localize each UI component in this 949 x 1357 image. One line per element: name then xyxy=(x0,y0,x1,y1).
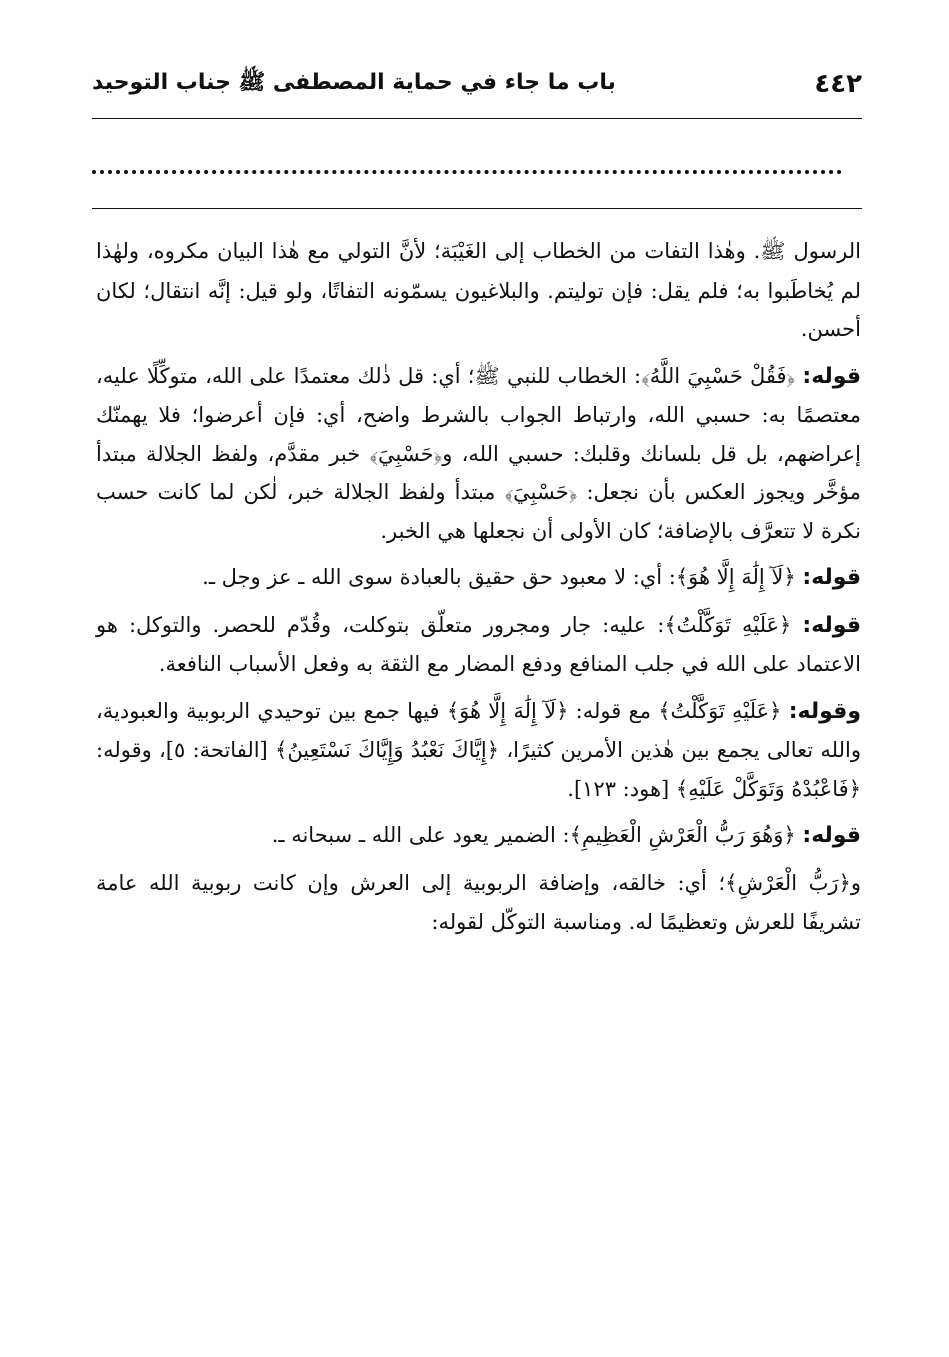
paragraph xyxy=(96,692,861,809)
paragraph xyxy=(96,232,861,349)
paragraph-lead: قوله: xyxy=(802,363,861,389)
paragraph-text: الرسول ﷺ. وهٰذا التفات من الخطاب إلى الغَيْبَة؛ لأنَّ التولي مع هٰذا البيان مكروه، ولهٰذا لم يُخاطَبوا به؛ فلم يقل: فإن توليتم. والبلاغيون يسمّونه التفاتًا، ولو قيل: إنَّه انتقال؛ لكان أحسن. xyxy=(96,239,861,341)
header-rule xyxy=(92,118,862,119)
running-title: باب ما جاء في حماية المصطفى ﷺ جناب التوحيد xyxy=(92,70,616,95)
dotted-separator xyxy=(92,170,842,174)
paragraph-lead: قوله: xyxy=(802,823,861,848)
paragraph-text: ﴿وَهُوَ رَبُّ الْعَرْشِ الْعَظِيمِ﴾: الضمير يعود على الله ـ سبحانه ـ. xyxy=(271,823,796,847)
page-number: ٤٤٢ xyxy=(814,69,862,99)
paragraph-lead: وقوله: xyxy=(788,698,861,724)
paragraph-lead: قوله: xyxy=(802,612,861,638)
paragraph-text: ﴿فَقُلْ حَسْبِيَ اللَّهُ﴾: الخطاب للنبي ﷺ؛ أي: قل ذٰلك معتمدًا على الله، متوكِّلًا عليه، معتصمًا به: حسبي الله، وارتباط الجواب بالشرط واضح، أي: فإن أعرضوا؛ فلا يهمنّك إعراضهم، بل قل بلسانك وقلبك: حسبي الله، و﴿حَسْبِيَ﴾ خبر مقدَّم، ولفظ الجلالة مبتدأ مؤخَّر ويجوز العكس بأن نجعل: ﴿حَسْبِيَ﴾ مبتدأ ولفظ الجلالة خبر، لٰكن لما كانت حسب نكرة لا تتعرَّف بالإضافة؛ كان الأولى أن نجعلها هي الخبر. xyxy=(96,363,862,543)
paragraph xyxy=(96,558,861,598)
paragraph-lead: قوله: xyxy=(802,565,861,590)
paragraph-text: و﴿رَبُّ الْعَرْشِ﴾؛ أي: خالقه، وإضافة الربوبية إلى العرش وإن كانت ربوبية الله عامة تشريفًا للعرش وتعظيمًا له. ومناسبة التوكّل لقوله: xyxy=(96,870,861,934)
paragraph-text: ﴿عَلَيْهِ تَوَكَّلْتُ﴾ مع قوله: ﴿لَآ إِلَٰهَ إِلَّا هُوَ﴾ فيها جمع بين توحيدي الربوبية والعبودية، والله تعالى يجمع بين هٰذين الأمرين كثيرًا، ﴿إِيَّاكَ نَعْبُدُ وَإِيَّاكَ نَسْتَعِينُ﴾ [الفاتحة: ٥]، وقوله: ﴿فَاعْبُدْهُ وَتَوَكَّلْ عَلَيْهِ﴾ [هود: ١٢٣]. xyxy=(96,698,861,801)
paragraph xyxy=(96,816,861,856)
paragraph xyxy=(96,357,861,551)
content-rule xyxy=(92,208,862,209)
page-header xyxy=(92,62,862,106)
paragraph xyxy=(96,864,861,942)
paragraph xyxy=(96,606,861,684)
paragraph-text: ﴿لَآ إِلَٰهَ إِلَّا هُوَ﴾: أي: لا معبود حق حقيق بالعبادة سوى الله ـ عز وجل ـ. xyxy=(202,565,796,589)
paragraph-text: ﴿عَلَيْهِ تَوَكَّلْتُ﴾: عليه: جار ومجرور متعلّق بتوكلت، وقُدّم للحصر. والتوكل: هو الاعتماد على الله في جلب المنافع ودفع المضار مع الثقة به وفعل الأسباب النافعة. xyxy=(96,612,861,676)
body-text xyxy=(96,232,861,950)
